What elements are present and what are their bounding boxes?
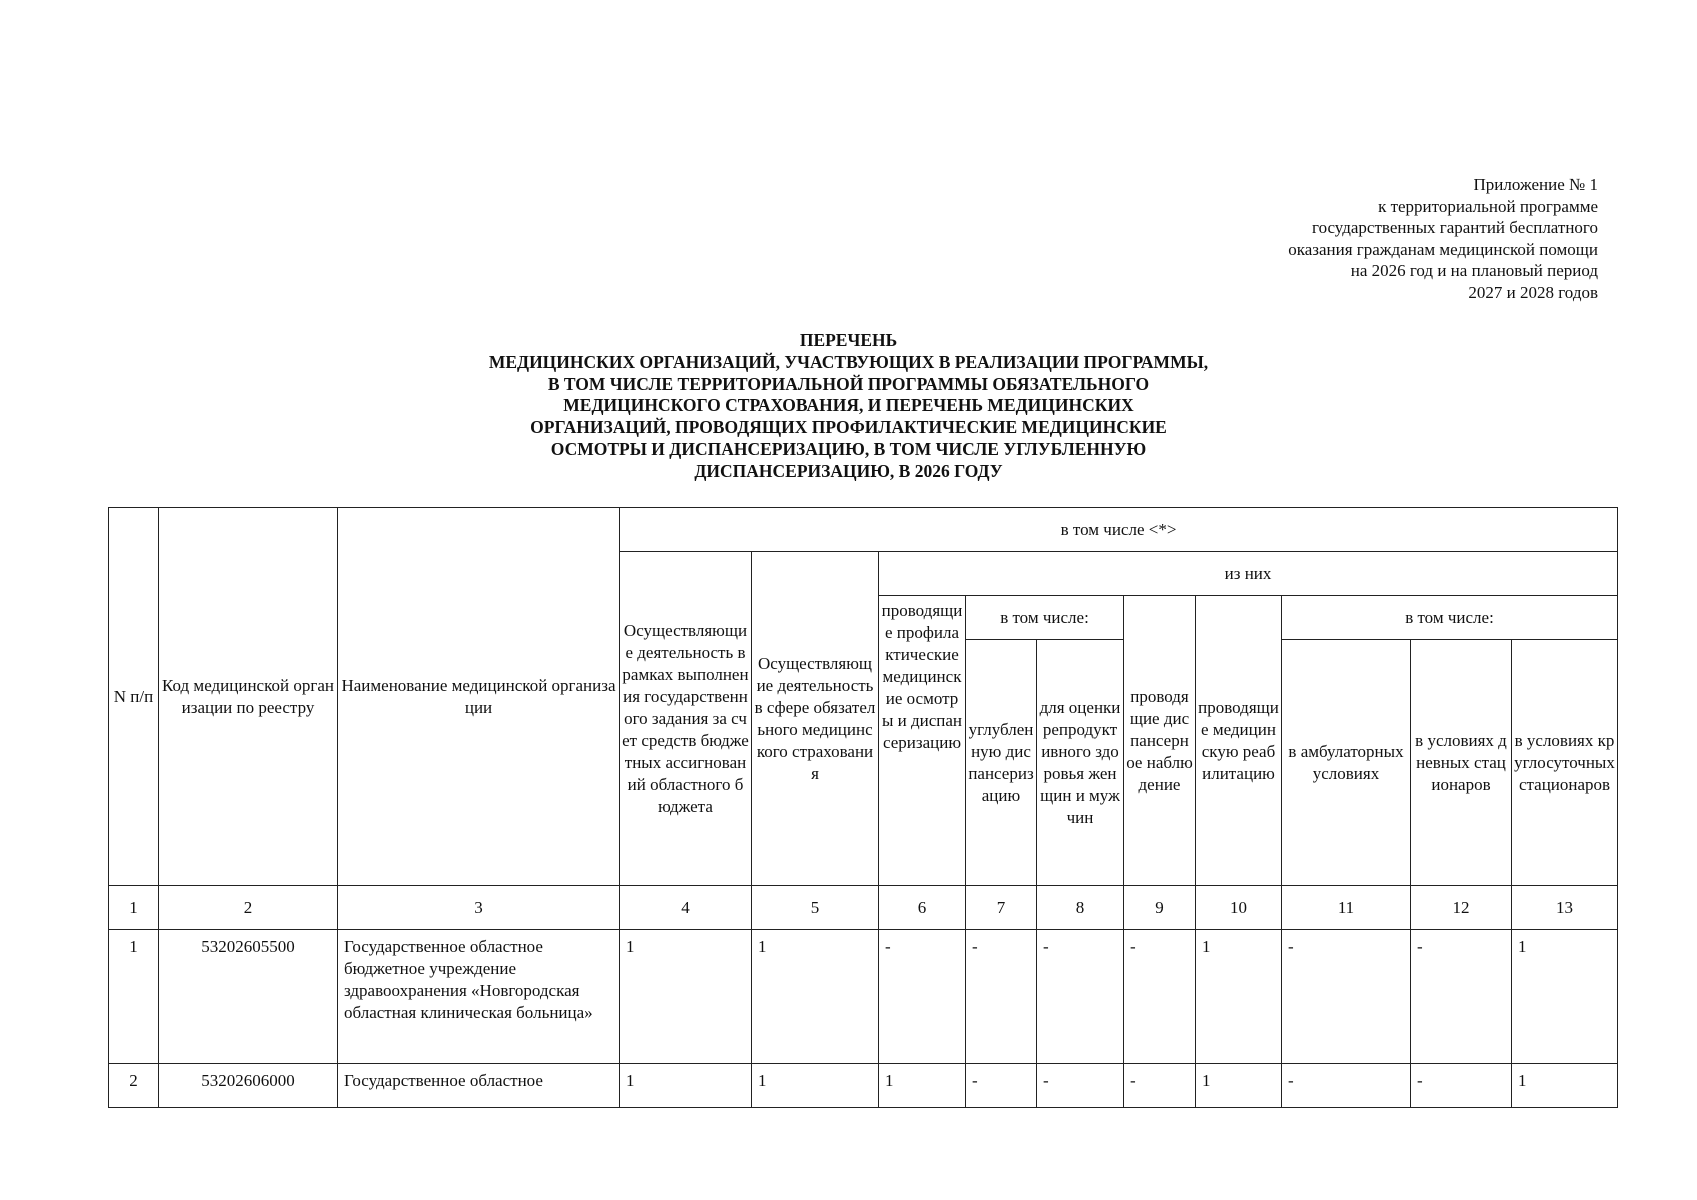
header-repro: для оценки репродуктивного здоровья женщин и мужчин xyxy=(1037,640,1124,886)
row-code: 53202605500 xyxy=(159,930,338,1064)
header-num: N п/п xyxy=(109,508,159,886)
title-line: ОРГАНИЗАЦИЙ, ПРОВОДЯЩИХ ПРОФИЛАКТИЧЕСКИЕ МЕДИЦИНСКИЕ xyxy=(530,417,1167,438)
column-number: 13 xyxy=(1512,886,1618,930)
title-line: МЕДИЦИНСКИХ ОРГАНИЗАЦИЙ, УЧАСТВУЮЩИХ В РЕАЛИЗАЦИИ ПРОГРАММЫ, xyxy=(488,351,1209,372)
row-num: 1 xyxy=(109,930,159,1064)
row-cell: - xyxy=(966,930,1037,1064)
header-ambul: в амбулаторных условиях xyxy=(1282,640,1411,886)
header-rehab: проводящие медицинскую реабилитацию xyxy=(1196,596,1282,886)
row-cell: 1 xyxy=(620,1064,752,1108)
column-number: 3 xyxy=(338,886,620,930)
column-number: 4 xyxy=(620,886,752,930)
appendix-line: на 2026 год и на плановый период xyxy=(1350,261,1598,280)
header-incl-b: в том числе: xyxy=(1282,596,1618,640)
column-number: 9 xyxy=(1124,886,1196,930)
row-cell: 1 xyxy=(752,930,879,1064)
header-day: в условиях дневных стационаров xyxy=(1411,640,1512,886)
organizations-table xyxy=(108,507,1618,1108)
title-line: В ТОМ ЧИСЛЕ ТЕРРИТОРИАЛЬНОЙ ПРОГРАММЫ ОБЯЗАТЕЛЬНОГО xyxy=(547,373,1150,394)
appendix-block xyxy=(1288,174,1598,303)
appendix-line: 2027 и 2028 годов xyxy=(1468,282,1598,302)
row-cell: 1 xyxy=(620,930,752,1064)
column-number: 5 xyxy=(752,886,879,930)
title-line: ПЕРЕЧЕНЬ xyxy=(799,330,898,350)
row-cell: - xyxy=(1282,1064,1411,1108)
appendix-line: Приложение № 1 xyxy=(1473,175,1598,194)
header-prof: проводящие профилактические медицинские осмотры и диспансеризацию xyxy=(879,596,966,886)
header-row xyxy=(109,508,1618,552)
header-oms: Осуществляющие деятельность в сфере обязательного медицинского страхования xyxy=(752,552,879,886)
column-number: 8 xyxy=(1037,886,1124,930)
column-number: 11 xyxy=(1282,886,1411,930)
header-deep: углубленную диспансеризацию xyxy=(966,640,1037,886)
title-line: ОСМОТРЫ И ДИСПАНСЕРИЗАЦИЮ, В ТОМ ЧИСЛЕ УГЛУБЛЕННУЮ xyxy=(550,438,1147,459)
header-of-them: из них xyxy=(879,552,1618,596)
row-cell: - xyxy=(1037,930,1124,1064)
appendix-line: к территориальной программе xyxy=(1378,196,1598,216)
row-cell: - xyxy=(1037,1064,1124,1108)
row-name: Государственное областное xyxy=(338,1064,620,1108)
row-cell: 1 xyxy=(1196,1064,1282,1108)
appendix-line: государственных гарантий бесплатного xyxy=(1312,218,1598,237)
appendix-line: оказания гражданам медицинской помощи xyxy=(1288,239,1598,259)
row-cell: 1 xyxy=(879,1064,966,1108)
row-cell: 1 xyxy=(1512,1064,1618,1108)
table-row xyxy=(109,930,1618,1064)
header-code: Код медицинской организации по реестру xyxy=(159,508,338,886)
column-number: 1 xyxy=(109,886,159,930)
row-cell: 1 xyxy=(752,1064,879,1108)
row-cell: - xyxy=(1282,930,1411,1064)
row-cell: - xyxy=(966,1064,1037,1108)
header-incl-a: в том числе: xyxy=(966,596,1124,640)
row-code: 53202606000 xyxy=(159,1064,338,1108)
column-number: 12 xyxy=(1411,886,1512,930)
row-cell: - xyxy=(1124,1064,1196,1108)
column-number: 10 xyxy=(1196,886,1282,930)
header-budget: Осуществляющие деятельность в рамках выполнения государственного задания за счет средств бюджетных ассигнований областного бюджета xyxy=(620,552,752,886)
row-name: Государственное областное бюджетное учреждение здравоохранения «Новгородская областная клиническая больница» xyxy=(338,930,620,1064)
header-round: в условиях круглосуточных стационаров xyxy=(1512,640,1618,886)
row-cell: 1 xyxy=(1196,930,1282,1064)
document-title xyxy=(0,330,1697,483)
row-cell: - xyxy=(1411,1064,1512,1108)
column-number: 6 xyxy=(879,886,966,930)
title-line: МЕДИЦИНСКОГО СТРАХОВАНИЯ, И ПЕРЕЧЕНЬ МЕДИЦИНСКИХ xyxy=(563,395,1134,416)
header-name: Наименование медицинской организации xyxy=(338,508,620,886)
row-cell: - xyxy=(1411,930,1512,1064)
header-including: в том числе <*> xyxy=(620,508,1618,552)
column-numbers-row xyxy=(109,886,1618,930)
row-num: 2 xyxy=(109,1064,159,1108)
column-number: 2 xyxy=(159,886,338,930)
row-cell: 1 xyxy=(1512,930,1618,1064)
column-number: 7 xyxy=(966,886,1037,930)
title-line: ДИСПАНСЕРИЗАЦИЮ, В 2026 ГОДУ xyxy=(694,460,1003,481)
row-cell: - xyxy=(879,930,966,1064)
row-cell: - xyxy=(1124,930,1196,1064)
header-disp: проводящие диспансерное наблюдение xyxy=(1124,596,1196,886)
table-row xyxy=(109,1064,1618,1108)
